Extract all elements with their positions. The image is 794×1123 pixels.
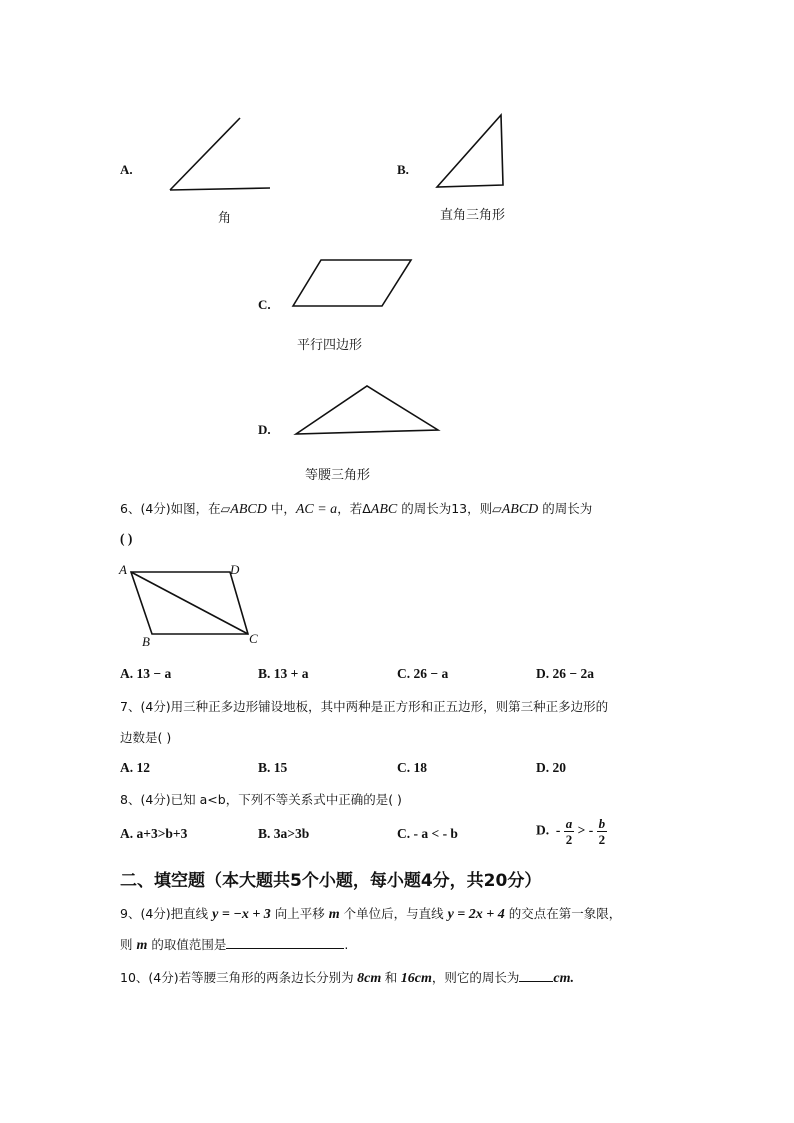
q9-stem-line2: 则 m 的取值范围是 . [120,937,349,953]
section-title: 二、填空题（本大题共5个小题，每小题4分，共20分） [120,871,542,891]
option-d-caption: 等腰三角形 [305,468,371,483]
option-b-label: B. [397,162,409,177]
option-a-caption: 角 [218,211,232,226]
q7-option-d: D. 20 [536,760,566,775]
fig-label-d: D [230,562,240,577]
q7-option-c: C. 18 [397,760,427,775]
q8-option-b: B. 3a>3b [258,826,310,841]
fig-label-a: A [119,562,127,577]
parallelogram-shape [293,260,411,306]
q10-stem: 10、(4分)若等腰三角形的两条边长分别为 8cm 和 16cm，则它的周长为 cm. [120,970,574,986]
q10-answer-blank[interactable] [519,969,553,982]
q6-option-c: C. 26 − a [397,666,449,681]
angle-ray-2 [170,188,270,190]
q6-stem: 6、(4分)如图，在▱ABCD 中，AC = a，若ΔABC 的周长为13，则▱ABCD 的周长为 [120,501,593,517]
q7-stem-line2: 边数是( ) [120,730,172,745]
q7-option-b: B. 15 [258,760,288,775]
q9-answer-blank[interactable] [226,936,344,949]
option-a-label: A. [120,162,133,177]
q8-stem: 8、(4分)已知 a<b，下列不等关系式中正确的是( ) [120,792,402,807]
q6-option-b: B. 13 + a [258,666,309,681]
q8-option-d: D. - $\frac{a}{2}$ > - $\frac{b}{2}$ [536,816,606,847]
q8-option-c: C. - a < - b [397,826,458,841]
angle-ray-1 [170,118,240,190]
fig-label-c: C [249,631,258,646]
q6-paren: ( ) [120,531,133,546]
q7-stem-line1: 7、(4分)用三种正多边形铺设地板，其中两种是正方形和正五边形，则第三种正多边形的 [120,699,609,714]
option-c-caption: 平行四边形 [297,338,363,353]
option-c-label: C. [258,297,271,312]
q8-option-a: A. a+3>b+3 [120,826,188,841]
fraction-b-over-2: $\frac{b}{2}$ [598,816,606,847]
fig-label-b: B [142,634,150,649]
fraction-a-over-2: $\frac{a}{2}$ [565,816,573,847]
q9-stem-line1: 9、(4分)把直线 y = −x + 3 向上平移 m 个单位后，与直线 y = 2x + 4 的交点在第一象限， [120,906,622,922]
option-d-label: D. [258,422,271,437]
q6-option-d: D. 26 − 2a [536,666,594,681]
right-triangle-shape [437,115,503,187]
q6-option-a: A. 13 − a [120,666,172,681]
isosceles-triangle-shape [296,386,438,434]
option-b-caption: 直角三角形 [440,208,506,223]
q7-option-a: A. 12 [120,760,150,775]
